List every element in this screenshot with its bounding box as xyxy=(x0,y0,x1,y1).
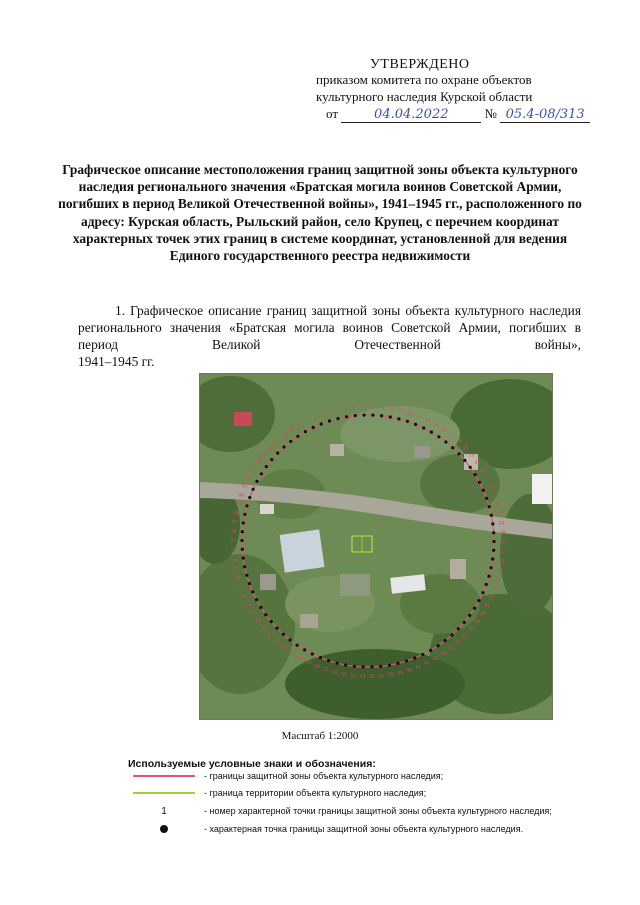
boundary-point xyxy=(248,582,251,585)
approval-line-1: приказом комитета по охране объектов xyxy=(316,72,532,87)
boundary-point xyxy=(405,659,408,662)
boundary-point xyxy=(487,575,490,578)
boundary-point xyxy=(362,665,365,668)
boundary-point-label: 87 xyxy=(275,439,281,445)
boundary-point xyxy=(327,659,330,662)
boundary-point-label: 8 xyxy=(371,405,375,411)
boundary-point-label: 57 xyxy=(322,668,329,674)
boundary-point xyxy=(303,648,306,651)
boundary-point-label: 36 xyxy=(488,595,494,601)
boundary-point-label: 41 xyxy=(461,634,468,640)
boundary-point xyxy=(379,665,382,668)
boundary-point xyxy=(488,505,491,508)
boundary-point xyxy=(336,662,339,665)
boundary-point xyxy=(242,521,245,524)
boundary-point xyxy=(336,417,339,420)
boundary-point-label: 65 xyxy=(261,626,268,632)
boundary-point-label: 7 xyxy=(362,405,366,411)
boundary-point xyxy=(490,514,493,517)
legend-item-territory-boundary xyxy=(128,786,426,800)
boundary-point xyxy=(248,496,251,499)
boundary-point-label: 27 xyxy=(497,512,504,518)
boundary-point-label: 77 xyxy=(231,520,238,526)
boundary-point xyxy=(414,423,417,426)
boundary-point xyxy=(345,415,348,418)
boundary-point-label: 79 xyxy=(235,502,242,508)
boundary-point-label: 72 xyxy=(232,567,239,573)
boundary-point xyxy=(282,633,285,636)
boundary-point-label: 56 xyxy=(331,670,338,676)
boundary-point-label: 54 xyxy=(350,674,357,680)
boundary-point-label: 74 xyxy=(230,548,237,554)
boundary-point-label: 19 xyxy=(462,446,469,452)
boundary-point xyxy=(397,417,400,420)
boundary-point xyxy=(481,591,484,594)
boundary-point xyxy=(491,557,494,560)
boundary-point xyxy=(485,583,488,586)
boundary-point-label: 66 xyxy=(255,618,262,624)
boundary-point xyxy=(252,488,255,491)
boundary-point-label: 86 xyxy=(268,445,275,451)
boundary-point-label: 60 xyxy=(297,656,303,662)
map-canvas xyxy=(200,374,552,719)
boundary-point-label: 40 xyxy=(468,627,474,633)
boundary-point xyxy=(482,489,485,492)
boundary-point-label: 6 xyxy=(352,405,356,411)
map-scale: Масштаб 1:2000 xyxy=(281,730,359,742)
boundary-point xyxy=(463,459,466,462)
boundary-point xyxy=(474,473,477,476)
boundary-point xyxy=(245,504,248,507)
boundary-point-label: 42 xyxy=(455,640,461,646)
legend-red-line-symbol xyxy=(128,775,200,777)
legend-dot-symbol xyxy=(128,825,200,833)
boundary-point-label: 64 xyxy=(267,633,274,639)
boundary-point xyxy=(296,644,299,647)
boundary-point xyxy=(353,665,356,668)
boundary-point xyxy=(289,638,292,641)
boundary-point xyxy=(264,613,267,616)
boundary-point-label: 45 xyxy=(432,657,438,663)
boundary-point xyxy=(270,458,273,461)
approval-line-2: культурного наследия Курской области xyxy=(316,89,533,104)
boundary-point-label: 33 xyxy=(497,568,503,574)
boundary-point xyxy=(354,414,357,417)
from-label: от xyxy=(326,106,339,121)
boundary-point-label: 84 xyxy=(256,460,262,466)
boundary-point-label: 69 xyxy=(241,594,248,600)
boundary-point xyxy=(492,549,495,552)
boundary-point-label: 59 xyxy=(305,661,312,667)
legend-label: - граница территории объекта культурного наследия; xyxy=(204,788,427,798)
boundary-point-label: 35 xyxy=(491,586,498,592)
boundary-point-label: 2 xyxy=(316,414,320,420)
boundary-point-label: 12 xyxy=(407,411,414,417)
boundary-point-label: 46 xyxy=(423,661,430,667)
legend-item-zone-boundary xyxy=(128,769,443,783)
boundary-point-label: 28 xyxy=(498,521,505,527)
boundary-point-label: 37 xyxy=(484,603,490,609)
boundary-point xyxy=(380,414,383,417)
boundary-point xyxy=(421,653,424,656)
boundary-point xyxy=(413,656,416,659)
boundary-point xyxy=(344,663,347,666)
boundary-point-label: 3 xyxy=(325,411,329,417)
boundary-point-label: 82 xyxy=(246,476,252,482)
boundary-point xyxy=(450,633,453,636)
boundary-point xyxy=(444,440,447,443)
boundary-point xyxy=(275,627,278,630)
boundary-point xyxy=(243,565,246,568)
boundary-point-label: 26 xyxy=(495,503,501,509)
boundary-point-label: 55 xyxy=(341,672,347,678)
boundary-point-label: 34 xyxy=(494,577,501,583)
boundary-point xyxy=(444,639,447,642)
boundary-point-label: 76 xyxy=(230,530,237,536)
boundary-point xyxy=(430,431,433,434)
boundary-point-label: 81 xyxy=(242,484,248,490)
boundary-point xyxy=(260,472,263,475)
legend-label: - номер характерной точки границы защитной зоны объекта культурного наследия; xyxy=(204,806,552,816)
boundary-point xyxy=(255,598,258,601)
boundary-point xyxy=(320,422,323,425)
boundary-point xyxy=(370,665,373,668)
boundary-point xyxy=(242,557,245,560)
boundary-point xyxy=(276,452,279,455)
boundary-point-label: 71 xyxy=(235,576,241,582)
section-text-tail: 1941–1945 гг. xyxy=(78,354,155,369)
boundary-point xyxy=(492,540,495,543)
document-title: Графическое описание местоположения границ защитной зоны объекта культурного наследия регионального значения «Братская могила воинов Советской Армии, погибших в период Великой Отечественной войны», 1941–1945 гг., расположенного по адресу: Курская область, Рыльский район, село Крупец, с перечнем координат характерных точек этих границ в системе координат, установленной для ведения Единого государственного реестра недвижимости xyxy=(58,162,582,264)
boundary-point-label: 73 xyxy=(231,558,238,564)
boundary-point-label: 80 xyxy=(238,493,245,499)
boundary-point xyxy=(422,426,425,429)
boundary-point-label: 58 xyxy=(314,665,320,670)
boundary-point xyxy=(406,420,409,423)
boundary-point-label: 78 xyxy=(233,511,239,517)
boundary-point xyxy=(492,531,495,534)
boundary-point xyxy=(328,419,331,422)
boundary-point-label: 15 xyxy=(433,423,439,429)
legend-label: - границы защитной зоны объекта культурного наследия; xyxy=(204,771,444,781)
boundary-point xyxy=(389,415,392,418)
boundary-point xyxy=(245,574,248,577)
boundary-point xyxy=(319,656,322,659)
boundary-point-label: 53 xyxy=(359,674,366,680)
boundary-point-label: 17 xyxy=(448,433,455,439)
boundary-point xyxy=(304,430,307,433)
boundary-point xyxy=(396,662,399,665)
boundary-point xyxy=(296,435,299,438)
boundary-point xyxy=(243,513,246,516)
boundary-point-label: 50 xyxy=(388,673,394,678)
boundary-point-label: 68 xyxy=(245,602,252,608)
boundary-point-label: 11 xyxy=(398,409,405,415)
legend-item-point-number xyxy=(128,804,552,818)
boundary-point xyxy=(282,445,285,448)
boundary-point xyxy=(429,649,432,652)
boundary-point-label: 9 xyxy=(381,405,385,411)
legend-title: Используемые условные знаки и обозначения: xyxy=(128,758,376,770)
boundary-point-label: 43 xyxy=(447,646,454,652)
boundary-point xyxy=(469,466,472,469)
boundary-point-label: 44 xyxy=(440,652,446,658)
boundary-point-label: 1 xyxy=(307,418,311,424)
boundary-point xyxy=(270,620,273,623)
boundary-point-label: 24 xyxy=(488,485,495,491)
boundary-point-label: 47 xyxy=(415,665,421,671)
boundary-point-label: 5 xyxy=(343,407,347,412)
boundary-point xyxy=(371,414,374,417)
boundary-point xyxy=(255,480,258,483)
boundary-point-label: 90 xyxy=(298,422,304,428)
boundary-point-label: 10 xyxy=(389,407,395,413)
boundary-point xyxy=(457,627,460,630)
boundary-point-label: 63 xyxy=(274,640,281,645)
boundary-point-label: 83 xyxy=(250,468,257,473)
boundary-point xyxy=(289,440,292,443)
boundary-point-label: 25 xyxy=(492,494,498,500)
boundary-point-label: 22 xyxy=(479,468,486,474)
boundary-point-label: 62 xyxy=(281,646,288,652)
satellite-map xyxy=(199,373,553,720)
boundary-point xyxy=(457,452,460,455)
boundary-point-label: 48 xyxy=(406,668,413,674)
boundary-point-label: 49 xyxy=(397,671,404,677)
approval-date-line xyxy=(326,106,590,123)
boundary-point xyxy=(463,621,466,624)
boundary-point-label: 16 xyxy=(441,428,447,434)
boundary-point xyxy=(473,607,476,610)
boundary-point xyxy=(468,614,471,617)
boundary-point xyxy=(240,539,243,542)
boundary-point xyxy=(312,426,315,429)
section-text: 1. Графическое описание границ защитной зоны объекта культурного наследия регионального значения «Братская могила воинов Советской Армии, погибших в период Великой Отечественной войны», xyxy=(78,303,581,352)
boundary-point-label: 4 xyxy=(334,408,338,414)
boundary-point-label: 14 xyxy=(424,418,431,424)
boundary-point xyxy=(485,497,488,500)
boundary-point-label: 23 xyxy=(484,477,491,483)
approval-date: 04.04.2022 xyxy=(341,108,481,123)
boundary-point-label: 85 xyxy=(262,452,268,458)
section-paragraph xyxy=(78,302,581,370)
boundary-point xyxy=(477,599,480,602)
boundary-point xyxy=(311,652,314,655)
boundary-point xyxy=(251,590,254,593)
boundary-point-label: 51 xyxy=(378,674,385,680)
boundary-point xyxy=(265,465,268,468)
boundary-point xyxy=(388,664,391,667)
legend-number-symbol: 1 xyxy=(161,805,167,817)
boundary-point-label: 39 xyxy=(474,619,480,625)
boundary-point xyxy=(241,530,244,533)
boundary-point xyxy=(259,606,262,609)
boundary-point-label: 32 xyxy=(498,559,505,565)
boundary-point xyxy=(491,522,494,525)
boundary-point xyxy=(437,644,440,647)
boundary-point-label: 88 xyxy=(282,433,289,439)
approval-number: 05.4-08/313 xyxy=(500,108,590,123)
boundary-point-label: 67 xyxy=(250,611,257,617)
boundary-point-label: 29 xyxy=(499,531,506,537)
boundary-point-label: 20 xyxy=(468,453,475,459)
boundary-point-label: 21 xyxy=(474,461,481,467)
boundary-point-label: 61 xyxy=(289,651,295,657)
boundary-point xyxy=(451,446,454,449)
boundary-point-label: 70 xyxy=(238,585,244,591)
boundary-point-label: 38 xyxy=(479,612,486,617)
boundary-point xyxy=(437,435,440,438)
legend-label: - характерная точка границы защитной зоны объекта культурного наследия. xyxy=(204,824,524,834)
legend-green-line-symbol xyxy=(128,792,200,794)
boundary-point-label: 18 xyxy=(455,440,462,445)
boundary-point xyxy=(490,566,493,569)
boundary-point-label: 75 xyxy=(230,539,236,545)
boundary-point xyxy=(478,481,481,484)
boundary-point-label: 30 xyxy=(500,540,506,546)
approval-heading: УТВЕРЖДЕНО xyxy=(370,57,470,72)
boundary-point xyxy=(241,548,244,551)
boundary-point-label: 31 xyxy=(499,549,506,555)
boundary-point-label: 89 xyxy=(290,427,296,433)
boundary-point-label: 52 xyxy=(369,674,376,680)
boundary-point xyxy=(363,414,366,417)
number-label: № xyxy=(484,106,497,121)
boundary-point-label: 13 xyxy=(416,415,422,420)
legend-item-point xyxy=(128,822,523,836)
